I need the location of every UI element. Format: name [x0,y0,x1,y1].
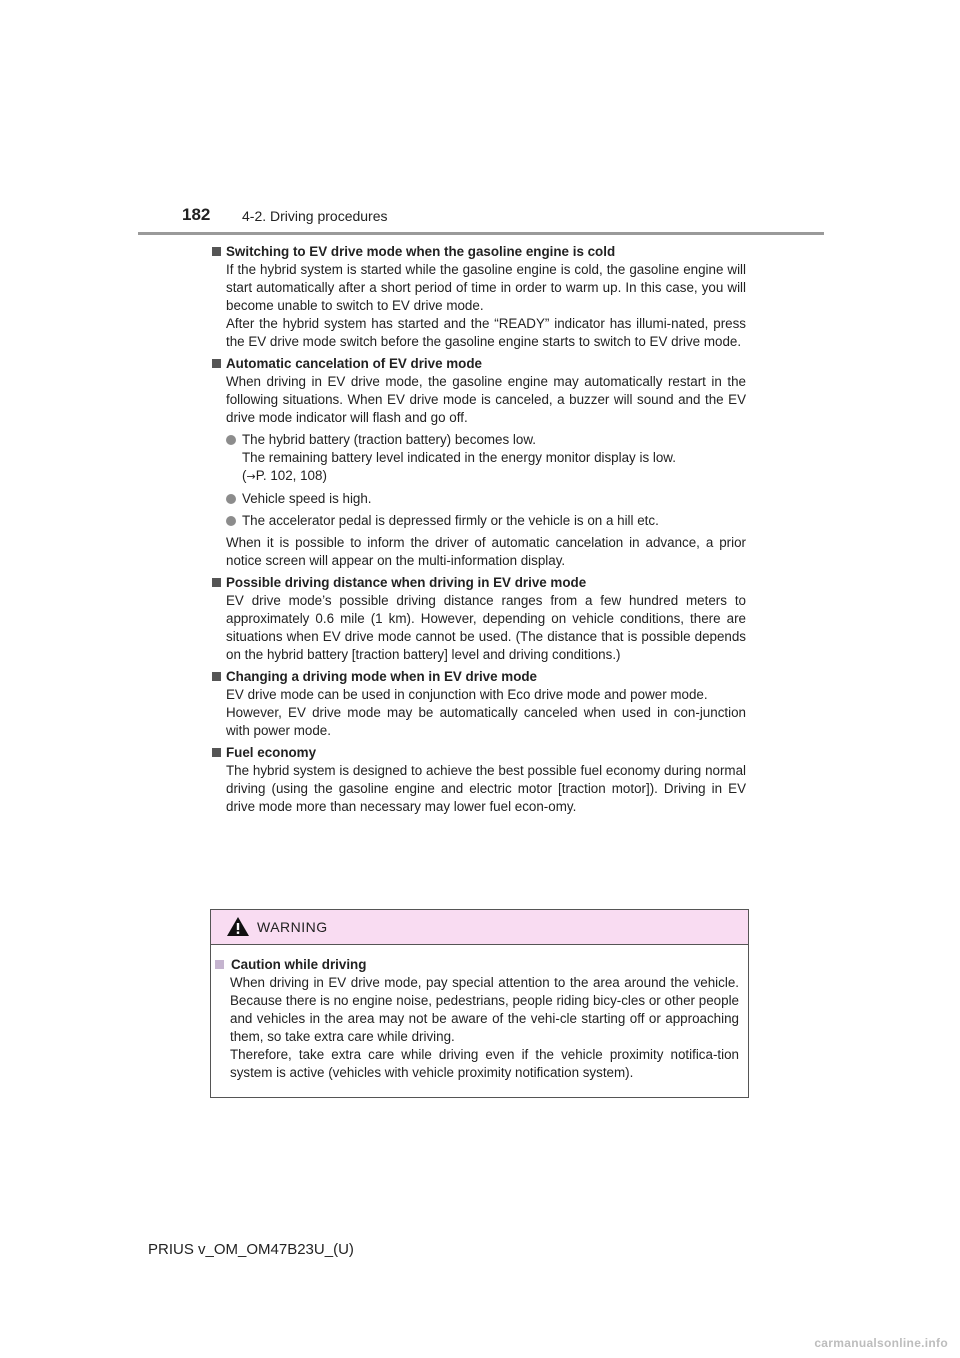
topic-heading-text: Automatic cancelation of EV drive mode [226,356,482,371]
warning-heading [213,956,748,974]
circle-bullet-icon [226,516,236,526]
topic-heading [212,744,746,762]
page-number: 182 [182,205,211,224]
square-bullet-icon [212,247,221,256]
topic-heading [212,574,746,592]
xref-page-link[interactable]: P. 102, 108) [255,468,327,483]
paragraph: However, EV drive mode may be automatically canceled when used in con-junction with power mode. [226,705,746,738]
cross-reference [242,467,746,486]
header-divider [138,232,824,235]
list-item [212,431,746,486]
paragraph: When driving in EV drive mode, the gasoline engine may automatically restart in the following situations. When EV drive mode is canceled, a buzzer will sound and the EV drive mode indicator will flash and go off. [226,374,746,425]
paragraph: When it is possible to inform the driver of automatic cancelation in advance, a prior notice screen will appear on the multi-information display. [226,535,746,568]
list-item-text: Vehicle speed is high. [242,491,372,506]
square-bullet-icon [215,960,224,969]
circle-bullet-icon [226,494,236,504]
square-bullet-icon [212,578,221,587]
arrow-right-icon: → [246,470,256,483]
list-item [212,490,746,508]
main-content [212,243,746,820]
watermark-text: carmanualsonline.info [814,1336,948,1350]
topic-heading-text: Fuel economy [226,745,317,760]
warning-box [210,909,749,1098]
square-bullet-icon [212,672,221,681]
warning-body [211,956,748,1082]
topic-fuel-economy [212,744,746,816]
topic-possible-driving-distance [212,574,746,664]
xref-open-paren: ( [242,468,247,483]
list-item-text: The accelerator pedal is depressed firmly or the vehicle is on a hill etc. [242,513,659,528]
topic-heading-text: Possible driving distance when driving in EV drive mode [226,575,587,590]
warning-label: WARNING [257,919,328,935]
warning-heading-text: Caution while driving [231,957,367,972]
warning-header [211,910,748,945]
topic-heading [212,355,746,373]
paragraph: The hybrid system is designed to achieve the best possible fuel economy during normal driving (using the gasoline engine and electric motor [traction motor]). Driving in EV drive mode more than necessary may lower fuel econ-omy. [226,763,746,814]
paragraph: EV drive mode can be used in conjunction with Eco drive mode and power mode. [226,687,708,702]
circle-bullet-icon [226,435,236,445]
topic-automatic-cancelation [212,355,746,570]
section-title: 4-2. Driving procedures [242,208,388,224]
list-item-subtext: The remaining battery level indicated in the energy monitor display is low. [242,450,676,465]
topic-heading-text: Switching to EV drive mode when the gasoline engine is cold [226,244,616,259]
square-bullet-icon [212,359,221,368]
warning-paragraph: When driving in EV drive mode, pay special attention to the area around the vehicle. Because there is no engine noise, pedestrians, people riding bicy-cles or other people and vehicles in the area may not be aware of the vehi-cle starting off or approaching them, so take extra care while driving. [230,975,739,1044]
topic-changing-driving-mode [212,668,746,740]
warning-triangle-icon [226,916,250,937]
list-item [212,512,746,530]
paragraph: EV drive mode’s possible driving distance ranges from a few hundred meters to approximately 0.6 mile (1 km). However, depending on vehicle conditions, there are situations when EV drive mode cannot be used. (The distance that is possible depends on the hybrid battery [traction battery] level and driving conditions.) [226,593,746,662]
footer-document-id: PRIUS v_OM_OM47B23U_(U) [148,1241,354,1258]
list-item-text: The hybrid battery (traction battery) becomes low. [242,432,536,447]
topic-heading-text: Changing a driving mode when in EV drive mode [226,669,537,684]
paragraph: If the hybrid system is started while the gasoline engine is cold, the gasoline engine will start automatically after a short period of time in order to warm up. In this case, you will become unable to switch to EV drive mode. [226,262,746,313]
square-bullet-icon [212,748,221,757]
paragraph: After the hybrid system has started and the “READY” indicator has illumi-nated, press the EV drive mode switch before the gasoline engine starts to switch to EV drive mode. [226,316,746,349]
warning-paragraph: Therefore, take extra care while driving even if the vehicle proximity notifica-tion system is active (vehicles with vehicle proximity notification system). [230,1047,739,1080]
topic-ev-mode-cold-engine [212,243,746,351]
topic-heading [212,668,746,686]
topic-heading [212,243,746,261]
